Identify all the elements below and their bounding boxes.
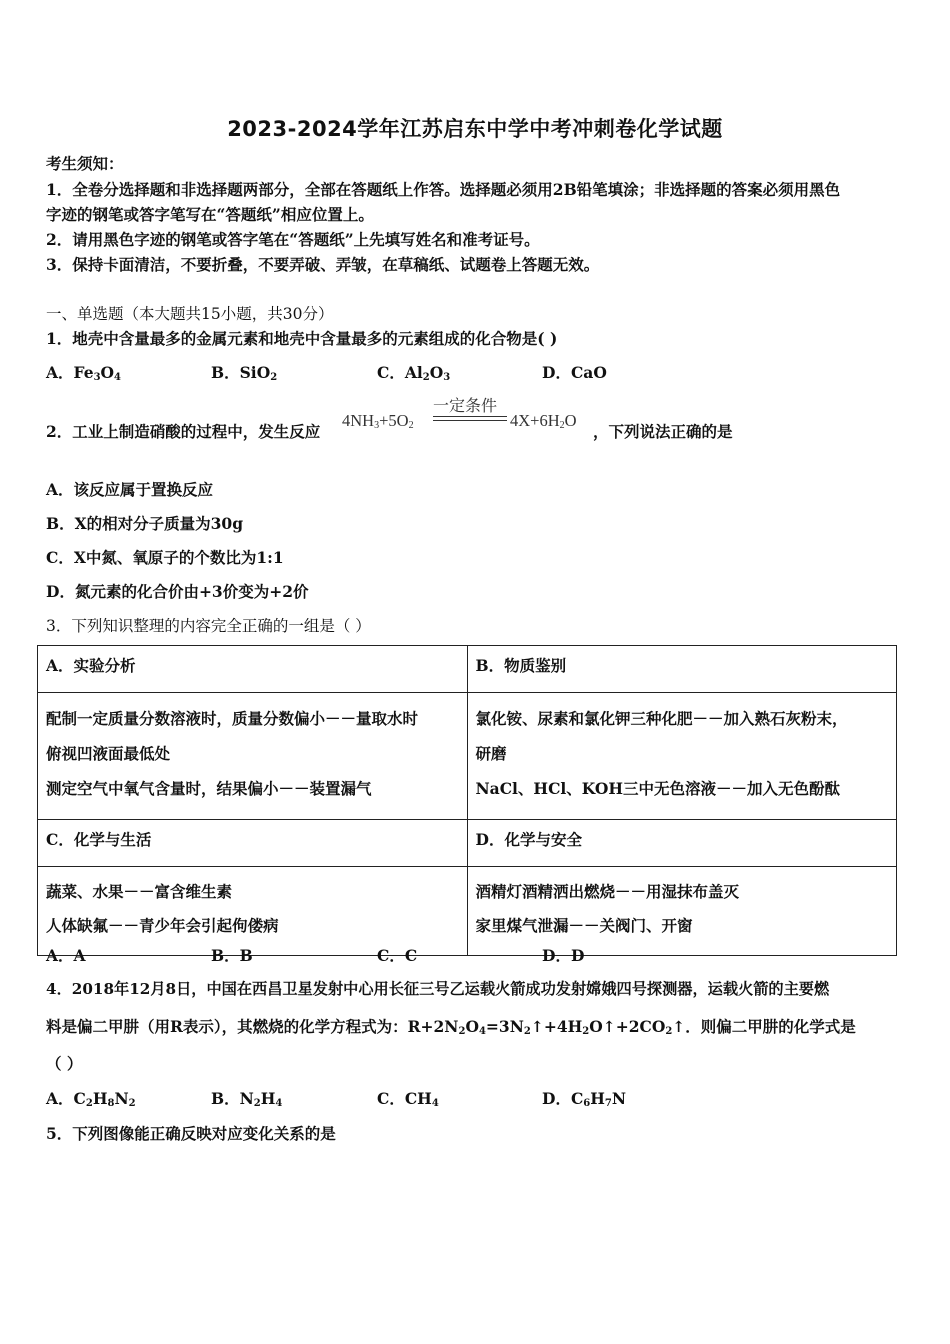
q2-option-a[interactable]: A．该反应属于置换反应 (46, 480, 214, 499)
q3-option-c[interactable]: C．C (377, 946, 418, 965)
knowledge-table (37, 645, 897, 956)
section-heading: 一、单选题（本大题共15小题，共30分） (46, 305, 334, 323)
q1-option-a[interactable]: A．$Fe_3O_4$ (46, 363, 122, 383)
notice-heading: 考生须知： (46, 154, 124, 173)
q4-option-c[interactable]: C．$CH_4$ (377, 1089, 439, 1109)
equation-double-line (433, 416, 507, 417)
equation-condition: 一定条件 (433, 396, 498, 415)
question-1-stem: 1．地壳中含量最多的金属元素和地壳中含量最多的元素组成的化合物是( ) (46, 329, 558, 348)
notice-item: 2．请用黑色字迹的钢笔或答字笔在“答题纸”上先填写姓名和准考证号。 (46, 230, 540, 249)
equation-left: $4NH_3+5O_2$ (342, 411, 414, 431)
equation-double-line (433, 420, 507, 421)
table-cell-d-head: D．化学与安全 (467, 820, 897, 867)
table-cell-c-head: C．化学与生活 (38, 820, 468, 867)
q3-option-b[interactable]: B．B (211, 946, 253, 965)
table-cell-a-body: 配制一定质量分数溶液时，质量分数偏小－－量取水时 俯视凹液面最低处 测定空气中氧气含量时，结果偏小－－装置漏气 (38, 693, 468, 820)
question-4-line1: 4．2018年12月8日，中国在西昌卫星发射中心用长征三号乙运载火箭成功发射嫦娥四号探测器，运载火箭的主要燃 (46, 980, 830, 998)
q4-option-b[interactable]: B．$N_2H_4$ (211, 1089, 283, 1109)
table-cell-d-body: 酒精灯酒精洒出燃烧－－用湿抹布盖灭 家里煤气泄漏－－关阀门、开窗 (467, 867, 897, 956)
table-cell-b-head: B．物质鉴别 (467, 646, 897, 693)
question-4-line2: 料是偏二甲肼（用R表示），其燃烧的化学方程式为：$R+2N_2O_4=3N_2↑+4H_2O↑+2CO_2↑$．则偏二甲肼的化学式是 (46, 1017, 856, 1037)
question-2-stem: 2．工业上制造硝酸的过程中，发生反应 (46, 422, 321, 441)
q1-option-c[interactable]: C．$Al_2O_3$ (377, 363, 451, 383)
q2-option-d[interactable]: D．氮元素的化合价由+3价变为+2价 (46, 582, 309, 601)
question-5-stem: 5．下列图像能正确反映对应变化关系的是 (46, 1124, 336, 1143)
notice-item: 3．保持卡面清洁，不要折叠，不要弄破、弄皱，在草稿纸、试题卷上答题无效。 (46, 255, 600, 274)
page-title: 2023-2024学年江苏启东中学中考冲刺卷化学试题 (227, 117, 723, 141)
q4-option-d[interactable]: D．$C_6H_7N$ (542, 1089, 627, 1109)
q2-option-b[interactable]: B．X的相对分子质量为30g (46, 514, 244, 533)
table-cell-b-body: 氯化铵、尿素和氯化钾三种化肥－－加入熟石灰粉末， 研磨 NaCl、HCl、KOH三中无色溶液－－加入无色酚酞 (467, 693, 897, 820)
question-3-stem: 3．下列知识整理的内容完全正确的一组是（ ） (46, 617, 371, 635)
question-2-stem-tail: ，下列说法正确的是 (593, 422, 733, 441)
q1-option-d[interactable]: D．CaO (542, 363, 607, 382)
notice-item: 字迹的钢笔或答字笔写在“答题纸”相应位置上。 (46, 205, 374, 224)
q3-option-d[interactable]: D．D (542, 946, 585, 965)
q1-option-b[interactable]: B．SiO$_2$ (211, 363, 278, 383)
table-cell-c-body: 蔬菜、水果－－富含维生素 人体缺氟－－青少年会引起佝偻病 (38, 867, 468, 956)
equation-right: $4X+6H_2O$ (510, 411, 577, 431)
table-cell-a-head: A．实验分析 (38, 646, 468, 693)
q2-option-c[interactable]: C．X中氮、氧原子的个数比为1:1 (46, 548, 284, 567)
q3-option-a[interactable]: A．A (46, 946, 86, 965)
notice-item: 1．全卷分选择题和非选择题两部分，全部在答题纸上作答。选择题必须用2B铅笔填涂；非选择题的答案必须用黑色 (46, 180, 841, 199)
q4-option-a[interactable]: A．$C_2H_8N_2$ (46, 1089, 136, 1109)
question-4-line3: （ ） (46, 1054, 83, 1073)
